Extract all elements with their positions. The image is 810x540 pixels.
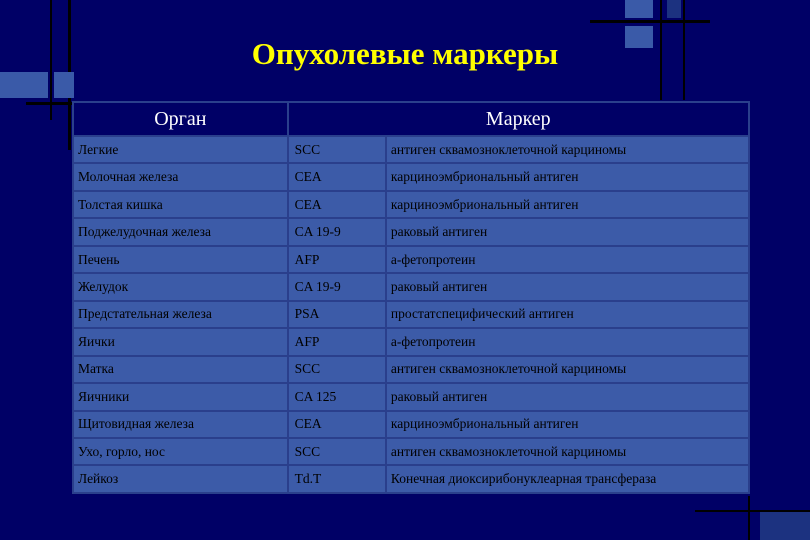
table-row <box>74 384 748 409</box>
cell-marker: SCC <box>289 137 385 162</box>
table-header-row <box>74 103 748 135</box>
cell-marker: SCC <box>289 439 385 464</box>
decor-square <box>625 0 653 18</box>
table-row <box>74 137 748 162</box>
cell-marker: CA 125 <box>289 384 385 409</box>
page-title: Опухолевые маркеры <box>251 36 559 71</box>
cell-organ: Яичники <box>74 384 287 409</box>
cell-organ: Молочная железа <box>74 164 287 189</box>
cell-marker: SCC <box>289 357 385 382</box>
table-row <box>74 466 748 492</box>
cell-organ: Ухо, горло, нос <box>74 439 287 464</box>
cell-organ: Желудок <box>74 274 287 299</box>
cell-description: простатспецифический антиген <box>387 302 748 327</box>
cell-organ: Легкие <box>74 137 287 162</box>
cell-description: раковый антиген <box>387 384 748 409</box>
cell-organ: Лейкоз <box>74 466 287 492</box>
header-organ: Орган <box>74 103 287 135</box>
cell-description: антиген сквамозноклеточной карциномы <box>387 137 748 162</box>
cell-organ: Яички <box>74 329 287 354</box>
cell-marker: AFP <box>289 247 385 272</box>
cell-organ: Предстательная железа <box>74 302 287 327</box>
tumor-markers-table <box>72 101 750 494</box>
cell-organ: Поджелудочная железа <box>74 219 287 244</box>
table-row <box>74 329 748 354</box>
table-row <box>74 357 748 382</box>
cell-description: карциноэмбриональный антиген <box>387 164 748 189</box>
table-row <box>74 439 748 464</box>
decor-square <box>760 512 810 540</box>
table-row <box>74 219 748 244</box>
header-marker: Маркер <box>289 103 748 135</box>
table-row <box>74 274 748 299</box>
cell-organ: Щитовидная железа <box>74 412 287 437</box>
cell-marker: CEA <box>289 412 385 437</box>
cell-organ: Толстая кишка <box>74 192 287 217</box>
decor-line <box>748 496 750 540</box>
cell-description: раковый антиген <box>387 219 748 244</box>
cell-marker: CEA <box>289 164 385 189</box>
cell-description: a-фетопротеин <box>387 329 748 354</box>
table-row <box>74 412 748 437</box>
cell-description: карциноэмбриональный антиген <box>387 412 748 437</box>
cell-marker: Td.T <box>289 466 385 492</box>
decor-square <box>54 72 74 98</box>
cell-marker: CA 19-9 <box>289 219 385 244</box>
cell-marker: PSA <box>289 302 385 327</box>
cell-description: антиген сквамозноклеточной карциномы <box>387 439 748 464</box>
cell-description: карциноэмбриональный антиген <box>387 192 748 217</box>
cell-description: раковый антиген <box>387 274 748 299</box>
table-row <box>74 164 748 189</box>
table-row <box>74 192 748 217</box>
cell-organ: Печень <box>74 247 287 272</box>
cell-description: Конечная диоксирибонуклеарная трансфераза <box>387 466 748 492</box>
cell-description: антиген сквамозноклеточной карциномы <box>387 357 748 382</box>
table-row <box>74 302 748 327</box>
decor-square <box>0 72 48 98</box>
decor-square <box>667 0 681 18</box>
cell-description: a-фетопротеин <box>387 247 748 272</box>
cell-marker: CA 19-9 <box>289 274 385 299</box>
table-row <box>74 247 748 272</box>
cell-organ: Матка <box>74 357 287 382</box>
decor-line <box>590 20 710 23</box>
cell-marker: AFP <box>289 329 385 354</box>
cell-marker: CEA <box>289 192 385 217</box>
